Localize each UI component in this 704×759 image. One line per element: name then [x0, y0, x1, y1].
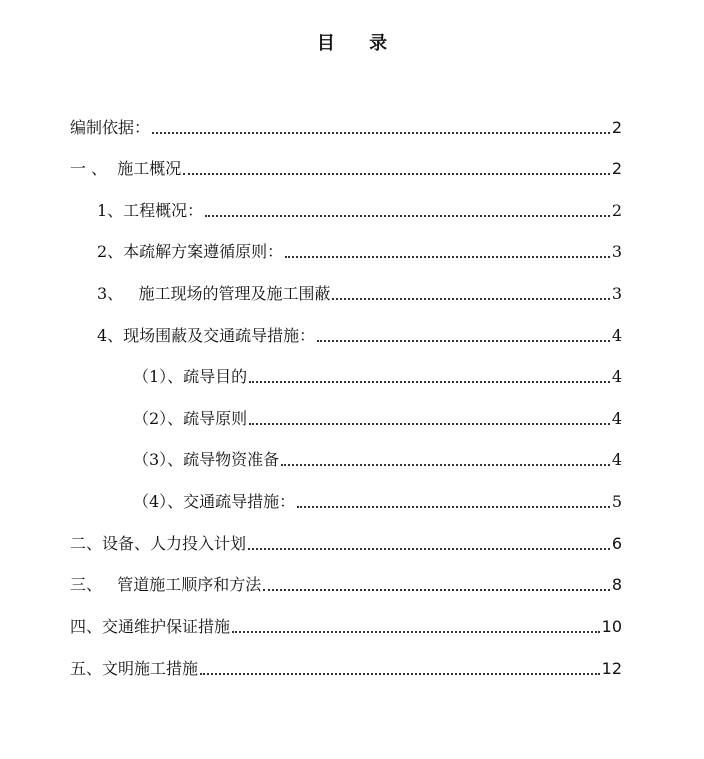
toc-page-number: 4	[611, 326, 622, 345]
toc-page-number: 6	[611, 534, 622, 553]
toc-entry-pipeline-method[interactable]	[70, 574, 622, 596]
toc-entry-principles[interactable]	[97, 241, 622, 263]
dot-leader	[152, 132, 610, 134]
toc-page-number: 5	[611, 492, 622, 511]
toc-entry-label: 3、 施工现场的管理及施工围蔽	[97, 284, 331, 303]
toc-page-number: 4	[611, 450, 622, 469]
toc-page-number: 10	[601, 617, 622, 636]
toc-page-number: 3	[611, 242, 622, 261]
dot-leader	[205, 215, 610, 217]
toc-entry-label: （4）、交通疏导措施：	[133, 492, 296, 511]
dot-leader	[232, 631, 600, 633]
toc-page-number: 3	[611, 284, 622, 303]
toc-entry-guidance-purpose[interactable]	[133, 366, 622, 388]
toc-entry-label: 四、交通维护保证措施	[70, 617, 231, 636]
toc-entry-label: 二、设备、人力投入计划	[70, 534, 247, 553]
toc-title: 目 录	[316, 33, 402, 54]
toc-entry-traffic-measures[interactable]	[97, 325, 622, 347]
toc-page-number: 8	[611, 575, 622, 594]
dot-leader	[263, 589, 610, 591]
toc-page-number: 4	[611, 409, 622, 428]
toc-page-number: 2	[611, 118, 622, 137]
toc-entry-traffic-maintenance[interactable]	[70, 616, 622, 638]
toc-page-number: 12	[601, 659, 622, 678]
toc-entry-equipment-plan[interactable]	[70, 533, 622, 555]
dot-leader	[183, 173, 610, 175]
dot-leader	[249, 381, 610, 383]
dot-leader	[317, 340, 610, 342]
toc-entry-label: 1、工程概况：	[97, 201, 204, 220]
dot-leader	[281, 464, 610, 466]
dot-leader	[297, 506, 610, 508]
toc-entry-label: 4、现场围蔽及交通疏导措施：	[97, 326, 316, 345]
toc-entry-label: （3）、疏导物资准备	[133, 450, 280, 469]
toc-entry-overview[interactable]	[70, 158, 622, 180]
toc-page-number: 2	[611, 159, 622, 178]
toc-entry-label: （2）、疏导原则	[133, 409, 248, 428]
dot-leader	[332, 298, 609, 300]
toc-entry-project-overview[interactable]	[97, 200, 622, 222]
toc-page-number: 2	[611, 201, 622, 220]
toc-entry-basis[interactable]	[70, 117, 622, 139]
toc-entry-label: 五、文明施工措施	[70, 659, 199, 678]
toc-page-number: 4	[611, 367, 622, 386]
toc-entry-label: 三、 管道施工顺序和方法	[70, 575, 262, 594]
toc-entry-guidance-measures[interactable]	[133, 491, 622, 513]
toc-entry-guidance-materials[interactable]	[133, 449, 622, 471]
dot-leader	[249, 423, 610, 425]
toc-entry-label: 一 、 施工概况	[70, 159, 182, 178]
toc-entry-label: 2、本疏解方案遵循原则：	[97, 242, 284, 261]
toc-entry-label: 编制依据：	[70, 118, 151, 137]
dot-leader	[200, 673, 600, 675]
toc-entry-guidance-principles[interactable]	[133, 408, 622, 430]
dot-leader	[285, 256, 610, 258]
dot-leader	[248, 548, 610, 550]
toc-entry-label: （1）、疏导目的	[133, 367, 248, 386]
toc-entry-site-management[interactable]	[97, 283, 622, 305]
toc-entry-civilized-construction[interactable]	[70, 658, 622, 680]
